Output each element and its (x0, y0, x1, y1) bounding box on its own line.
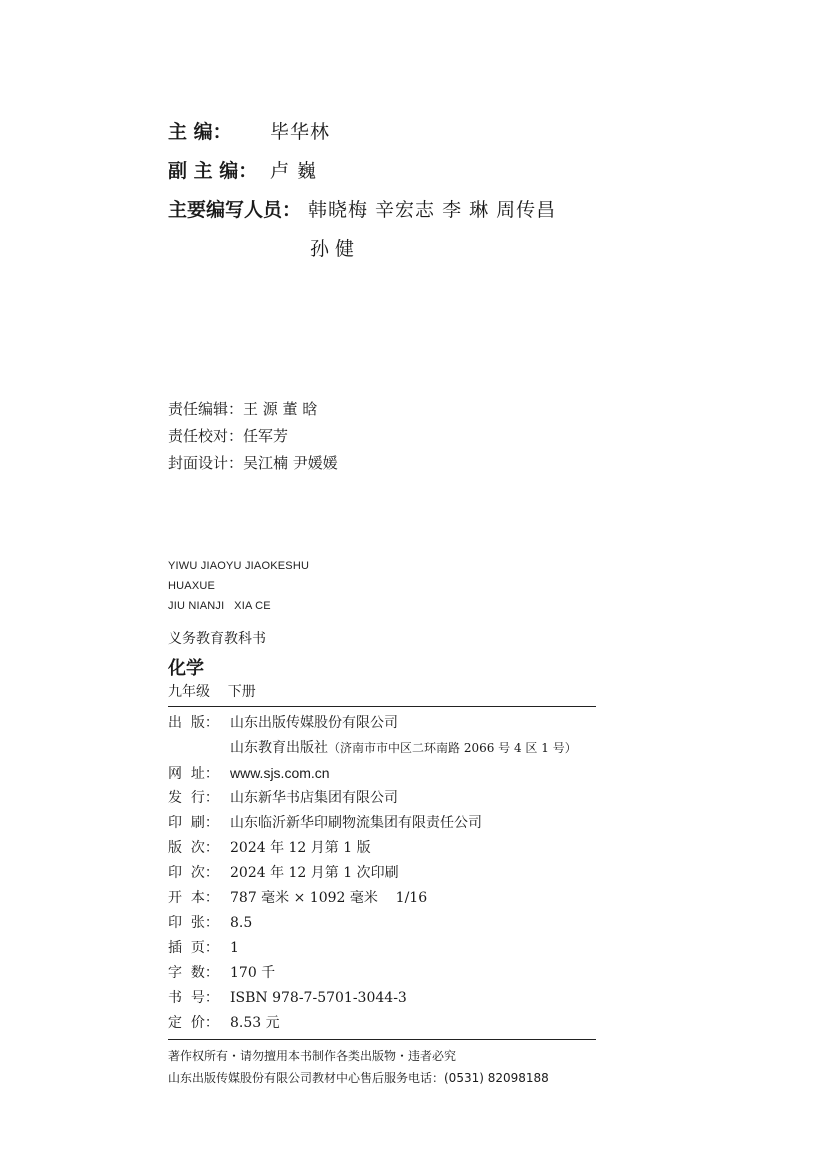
printing-row (168, 863, 399, 883)
publisher-2-value: 山东教育出版社 (230, 740, 328, 756)
words-label: 字 数： (168, 965, 219, 981)
sheets-label: 印 张： (168, 915, 219, 931)
price-label: 定 价： (168, 1015, 219, 1031)
book-series: 义务教育教科书 (168, 631, 266, 647)
printer-row (168, 813, 482, 833)
cover-design-label: 封面设计： (168, 454, 244, 472)
responsible-editor-value: 王 源 董 晗 (243, 400, 318, 418)
publisher-address: （济南市市中区二环南路 2066 号 4 区 1 号） (328, 741, 577, 755)
deputy-editor-row (168, 156, 317, 186)
distributor-label: 发 行： (168, 790, 219, 806)
pinyin-line-3: JIU NIANJI XIA CE (168, 600, 271, 612)
cover-design-row (168, 452, 338, 474)
cover-design-value: 吴江楠 尹媛媛 (243, 454, 338, 472)
deputy-editor-label: 副 主 编： (168, 160, 258, 182)
edition-label: 版 次： (168, 840, 219, 856)
copyright-notice: 著作权所有・请勿擅用本书制作各类出版物・违者必究 (168, 1049, 457, 1063)
edition-row (168, 838, 371, 858)
website-row (168, 763, 330, 784)
publisher-2-row (230, 738, 577, 758)
isbn-row (168, 988, 407, 1008)
plates-label: 插 页： (168, 940, 219, 956)
book-grade: 九年级 下册 (168, 684, 256, 700)
plates-value: 1 (230, 940, 239, 956)
publisher-value: 山东出版传媒股份有限公司 (230, 715, 398, 731)
isbn-label: 书 号： (168, 990, 219, 1006)
distributor-value: 山东新华书店集团有限公司 (230, 790, 398, 806)
deputy-editor-value: 卢 巍 (270, 160, 318, 182)
book-title: 化学 (168, 658, 204, 679)
writers-line-2: 孙 健 (310, 238, 355, 260)
chief-editor-label: 主 编： (168, 121, 232, 143)
distributor-row (168, 788, 398, 808)
words-value: 170 千 (230, 965, 276, 981)
format-label: 开 本： (168, 890, 219, 906)
printer-value: 山东临沂新华印刷物流集团有限责任公司 (230, 815, 482, 831)
website-value: www.sjs.com.cn (230, 765, 330, 781)
chief-editor-value: 毕华林 (270, 121, 331, 143)
publisher-row (168, 713, 398, 733)
bottom-divider (168, 1039, 596, 1040)
price-row (168, 1013, 280, 1033)
sheets-row (168, 913, 252, 933)
plates-row (168, 938, 239, 958)
pinyin-line-1: YIWU JIAOYU JIAOKESHU (168, 560, 310, 572)
writers-row (168, 195, 556, 225)
format-value: 787 毫米 × 1092 毫米 1/16 (230, 890, 428, 906)
responsible-editor-row (168, 398, 317, 420)
chief-editor-row (168, 117, 330, 147)
top-divider (168, 706, 596, 707)
pinyin-line-2: HUAXUE (168, 580, 216, 592)
website-label: 网 址： (168, 766, 219, 782)
writers-label: 主要编写人员： (168, 199, 302, 221)
publisher-label: 出 版： (168, 715, 219, 731)
sheets-value: 8.5 (230, 915, 253, 931)
isbn-value: ISBN 978-7-5701-3044-3 (230, 990, 407, 1006)
writers-line-1: 韩晓梅 辛宏志 李 琳 周传昌 (308, 199, 557, 221)
service-phone: 山东出版传媒股份有限公司教材中心售后服务电话：(0531) 82098188 (168, 1071, 549, 1085)
responsible-editor-label: 责任编辑： (168, 400, 244, 418)
printer-label: 印 刷： (168, 815, 219, 831)
proofreader-value: 任军芳 (243, 427, 289, 445)
proofreader-row (168, 425, 288, 447)
words-row (168, 963, 275, 983)
proofreader-label: 责任校对： (168, 427, 244, 445)
price-value: 8.53 元 (230, 1015, 280, 1031)
printing-label: 印 次： (168, 865, 219, 881)
edition-value: 2024 年 12 月第 1 版 (230, 840, 371, 856)
printing-value: 2024 年 12 月第 1 次印刷 (230, 865, 399, 881)
format-row (168, 888, 427, 908)
